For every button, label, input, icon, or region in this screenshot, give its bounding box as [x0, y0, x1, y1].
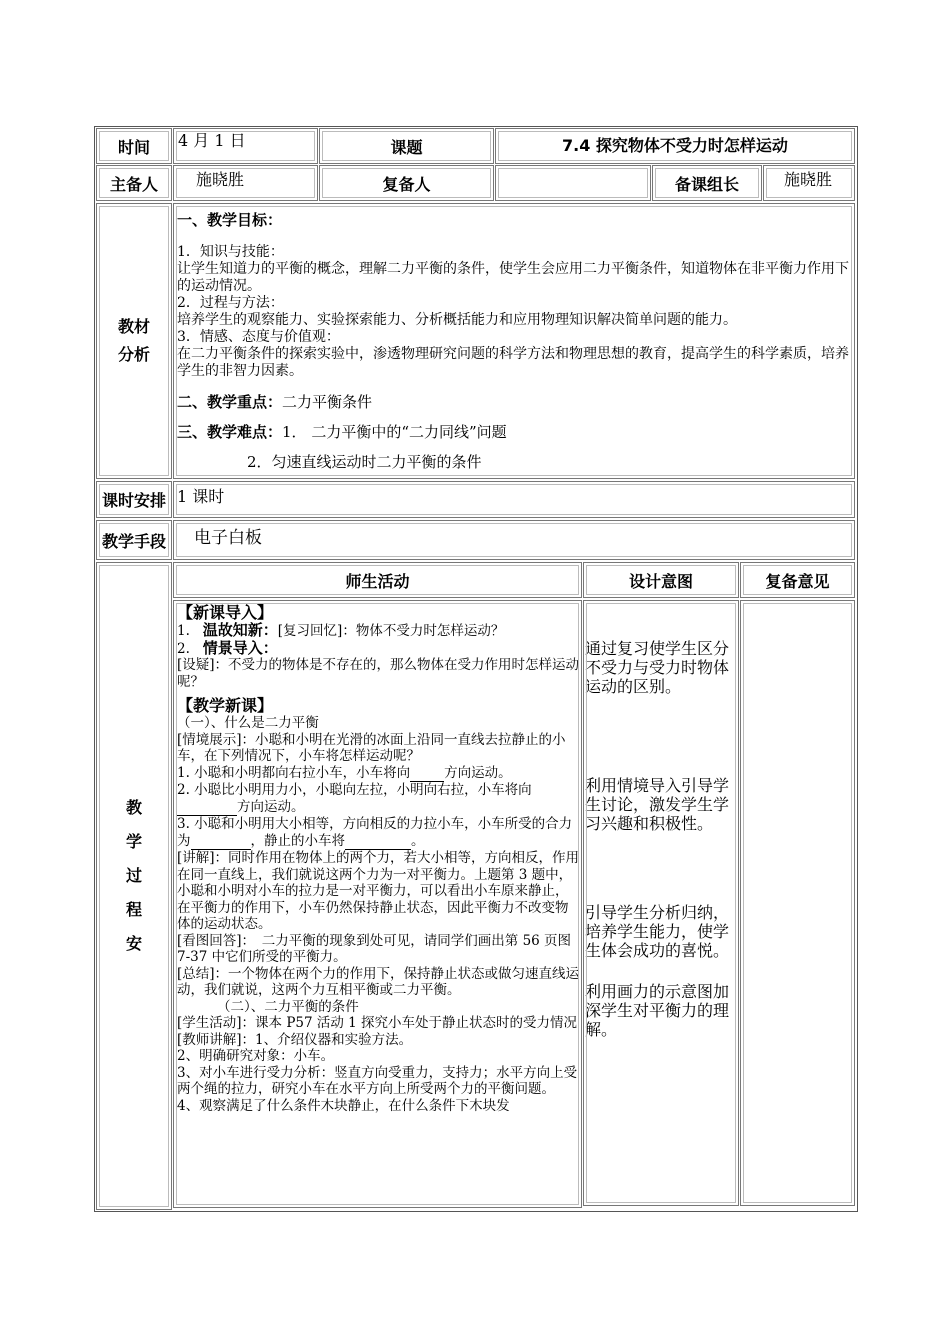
new-lesson: 【教学新课】 — [177, 696, 274, 715]
review-content — [740, 600, 855, 1206]
intent-2: 利用情境导入引导学生讨论，激发学生学习兴趣和积极性。 — [585, 776, 730, 833]
q2-b: 方向运动。 — [237, 798, 305, 815]
review-text: [复习回忆]：物体不受力时怎样运动？ — [277, 623, 505, 639]
review-line — [177, 622, 581, 640]
key-text: 二力平衡条件 — [282, 393, 373, 411]
review-label: 温故知新： — [202, 621, 278, 639]
scene-num: 2. — [177, 640, 190, 657]
q1-blank — [410, 765, 444, 783]
q1-b: 方向运动。 — [444, 764, 512, 781]
q3-a: 3. 小聪和小明用大小相等，方向相反的力拉小车，小车所受的合力为 — [177, 816, 573, 849]
process-char-2: 学 — [125, 832, 142, 851]
time-label: 时间 — [96, 128, 172, 164]
q3-c: 。 — [411, 832, 425, 849]
time-value: 4 月 1 日 — [173, 128, 318, 164]
question-2 — [177, 782, 581, 816]
col-review-header: 复备意见 — [740, 562, 855, 598]
section-1: （一）、什么是二力平衡 — [177, 715, 319, 731]
scene-line — [177, 640, 581, 658]
diff-2: 2．匀速直线运动时二力平衡的条件 — [247, 453, 482, 471]
summary-text: [总结]：一个物体在两个力的作用下，保持静止状态或做匀速直线运动，我们就说，这两个力互相平衡或二力平衡。 — [177, 965, 580, 998]
analysis-label-2: 分析 — [117, 345, 150, 364]
analysis-label-1: 教材 — [117, 317, 150, 336]
k3-text: 在二力平衡条件的探索实验中，渗透物理研究问题的科学方法和物理思想的教育，提高学生的科学素质，培养学生的非智力因素。 — [177, 346, 849, 379]
activity-content — [173, 600, 582, 1208]
look-text: [看图回答]： 二力平衡的现象到处可见，请同学们画出第 56 页图 7-37 中它们所受的平衡力。 — [177, 932, 572, 965]
means-value: 电子白板 — [173, 520, 855, 560]
k1-text: 让学生知道力的平衡的概念，理解二力平衡的条件，使学生会应用二力平衡条件，知道物体在非平衡力作用下的运动情况。 — [177, 261, 849, 294]
k1-heading: 1．知识与技能： — [177, 244, 284, 260]
question-3 — [177, 816, 581, 850]
process-label — [96, 562, 172, 1210]
preparer-label: 主备人 — [96, 165, 172, 201]
new-intro: 【新课导入】 — [177, 603, 274, 622]
student-activity: [学生活动]：课本 P57 活动 1 探究小车处于静止状态时的受力情况 — [177, 1015, 578, 1031]
schedule-value: 1 课时 — [173, 481, 855, 518]
goal-title: 一、教学目标： — [177, 211, 283, 229]
difficulty — [177, 422, 852, 442]
col-intent-header: 设计意图 — [583, 562, 739, 598]
group-leader-value: 施晓胜 — [763, 165, 855, 201]
co-preparer-label: 复备人 — [319, 165, 494, 201]
doubt-text: [设疑]：不受力的物体是不存在的，那么物体在受力作用时怎样运动呢？ — [177, 657, 580, 690]
diff-1: 1． 二力平衡中的“二力同线”问题 — [282, 423, 507, 441]
q1-a: 1. 小聪和小明都向右拉小车，小车将向 — [177, 764, 411, 781]
diff-title: 三、教学难点： — [177, 423, 283, 441]
process-char-1: 教 — [125, 798, 142, 817]
teacher-step-4: 4、观察满足了什么条件木块静止，在什么条件下木块发 — [177, 1097, 510, 1114]
intent-3: 引导学生分析归纳，培养学生能力，使学生体会成功的喜悦。 — [585, 903, 730, 960]
k2-heading: 2．过程与方法： — [177, 295, 284, 311]
group-leader-label: 备课组长 — [652, 165, 762, 201]
teacher-step-3: 3、对小车进行受力分析：竖直方向受重力，支持力；水平方向上受两个绳的拉力，研究小车在水平方向上所受两个力的平衡问题。 — [177, 1064, 578, 1097]
teacher-explain: [教师讲解]：1、介绍仪器和实验方法。 — [177, 1031, 413, 1048]
q2-blank — [177, 799, 237, 817]
topic-value: 7.4 探究物体不受力时怎样运动 — [495, 128, 855, 164]
teacher-step-2: 2、明确研究对象：小车。 — [177, 1048, 335, 1064]
explain-text: [讲解]：同时作用在物体上的两个力，若大小相等，方向相反，作用在同一直线上，我们就说这两个力为一对平衡力。上题第 3 题中，小聪和小明对小车的拉力是一对平衡力，可以看出小车原来静止，在平衡力的作用下，小车仍然保持静止状态，因此平衡力不改变物体的运动状态。 — [177, 850, 580, 932]
means-label: 教学手段 — [96, 520, 172, 560]
k2-text: 培养学生的观察能力、实验探索能力、分析概括能力和应用物理知识解决简单问题的能力。 — [177, 312, 737, 328]
analysis-label — [96, 203, 172, 479]
q2-a: 2. 小聪比小明用力小，小聪向左拉，小明向右拉，小车将向 — [177, 782, 532, 798]
analysis-content — [173, 203, 855, 479]
preparer-value: 施晓胜 — [173, 165, 318, 201]
process-char-4: 程 — [125, 900, 142, 919]
intent-1: 通过复习使学生区分不受力与受力时物体运动的区别。 — [585, 639, 730, 696]
process-char-5: 安 — [125, 934, 142, 953]
intent-content — [583, 600, 739, 1206]
schedule-label: 课时安排 — [96, 481, 172, 518]
key-point — [177, 392, 852, 412]
review-num: 1. — [177, 623, 190, 639]
intent-4: 利用画力的示意图加深学生对平衡力的理解。 — [585, 982, 730, 1039]
key-title: 二、教学重点： — [177, 393, 283, 411]
co-preparer-value — [495, 165, 651, 201]
process-char-3: 过 — [125, 866, 142, 885]
situation-text: [情境展示]：小聪和小明在光滑的冰面上沿同一直线去拉静止的小车，在下列情况下，小车将怎样运动呢？ — [177, 731, 566, 764]
topic-label: 课题 — [319, 128, 494, 164]
k3-heading: 3．情感、态度与价值观： — [177, 329, 340, 345]
scene-label: 情景导入： — [202, 638, 278, 657]
q3-blank-1 — [191, 833, 251, 851]
q3-b: ，静止的小车将 — [250, 832, 345, 849]
q3-blank-2 — [345, 833, 411, 851]
question-1 — [177, 765, 581, 783]
section-2: （二）、二力平衡的条件 — [217, 998, 359, 1015]
col-activity-header: 师生活动 — [173, 562, 582, 598]
